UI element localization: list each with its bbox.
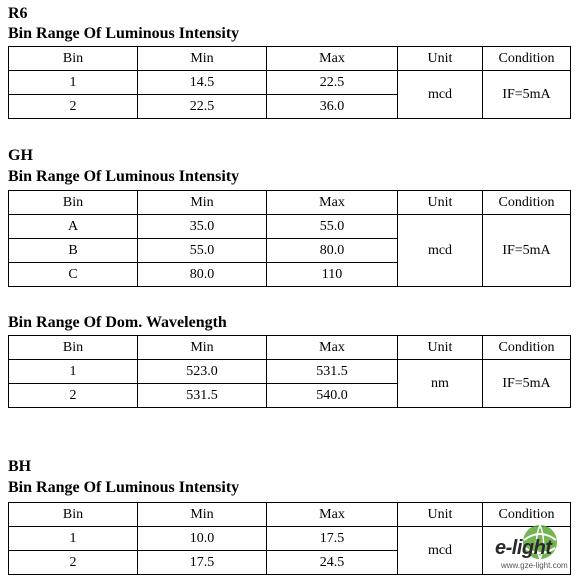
header-condition: Condition [483, 503, 571, 527]
cell-unit: mcd [398, 215, 483, 287]
cell-min: 35.0 [138, 215, 267, 239]
cell-min: 523.0 [138, 360, 267, 384]
gh-intensity-table [8, 190, 571, 287]
table-row [9, 360, 571, 384]
cell-max: 17.5 [267, 527, 398, 551]
cell-max: 24.5 [267, 551, 398, 575]
logo-url-text: www.gze-light.com [501, 561, 568, 570]
section-r6-label: R6 [8, 5, 28, 22]
r6-intensity-table [8, 46, 571, 119]
cell-min: 80.0 [138, 263, 267, 287]
cell-bin: 2 [9, 551, 138, 575]
section-bh-title: Bin Range Of Luminous Intensity [8, 479, 240, 496]
cell-bin: 2 [9, 384, 138, 408]
cell-max: 55.0 [267, 215, 398, 239]
logo-brand-text: e-light [495, 537, 552, 559]
e-light-logo [493, 518, 573, 578]
header-bin: Bin [9, 336, 138, 360]
section-gh-title: Bin Range Of Luminous Intensity [8, 168, 240, 185]
section-wavelength-title: Bin Range Of Dom. Wavelength [8, 314, 227, 331]
table-header-row [9, 47, 571, 71]
table-row [9, 215, 571, 239]
table-row [9, 527, 571, 551]
header-max: Max [267, 336, 398, 360]
cell-bin: 1 [9, 527, 138, 551]
header-bin: Bin [9, 191, 138, 215]
cell-min: 531.5 [138, 384, 267, 408]
cell-condition: IF=5mA [483, 360, 571, 408]
cell-bin: C [9, 263, 138, 287]
cell-min: 10.0 [138, 527, 267, 551]
section-r6-title: Bin Range Of Luminous Intensity [8, 25, 240, 42]
cell-max: 531.5 [267, 360, 398, 384]
cell-min: 22.5 [138, 95, 267, 119]
cell-bin: 1 [9, 360, 138, 384]
table-row [9, 71, 571, 95]
cell-max: 80.0 [267, 239, 398, 263]
bh-intensity-table [8, 502, 571, 575]
header-min: Min [138, 503, 267, 527]
section-bh-label: BH [8, 458, 32, 475]
header-condition: Condition [483, 191, 571, 215]
section-gh-label: GH [8, 147, 33, 164]
table-header-row [9, 503, 571, 527]
cell-min: 55.0 [138, 239, 267, 263]
header-max: Max [267, 47, 398, 71]
header-bin: Bin [9, 503, 138, 527]
header-min: Min [138, 336, 267, 360]
cell-max: 36.0 [267, 95, 398, 119]
cell-bin: A [9, 215, 138, 239]
header-min: Min [138, 47, 267, 71]
cell-unit: nm [398, 360, 483, 408]
header-unit: Unit [398, 336, 483, 360]
header-bin: Bin [9, 47, 138, 71]
header-unit: Unit [398, 191, 483, 215]
cell-max: 22.5 [267, 71, 398, 95]
wavelength-table [8, 335, 571, 408]
cell-min: 14.5 [138, 71, 267, 95]
header-max: Max [267, 191, 398, 215]
cell-unit: mcd [398, 71, 483, 119]
cell-max: 540.0 [267, 384, 398, 408]
cell-condition: IF=5mA [483, 71, 571, 119]
cell-unit: mcd [398, 527, 483, 575]
cell-bin: B [9, 239, 138, 263]
header-min: Min [138, 191, 267, 215]
cell-min: 17.5 [138, 551, 267, 575]
cell-bin: 1 [9, 71, 138, 95]
cell-max: 110 [267, 263, 398, 287]
table-header-row [9, 191, 571, 215]
cell-bin: 2 [9, 95, 138, 119]
cell-condition: IF=5mA [483, 215, 571, 287]
header-unit: Unit [398, 503, 483, 527]
header-condition: Condition [483, 47, 571, 71]
header-condition: Condition [483, 336, 571, 360]
table-header-row [9, 336, 571, 360]
header-unit: Unit [398, 47, 483, 71]
header-max: Max [267, 503, 398, 527]
